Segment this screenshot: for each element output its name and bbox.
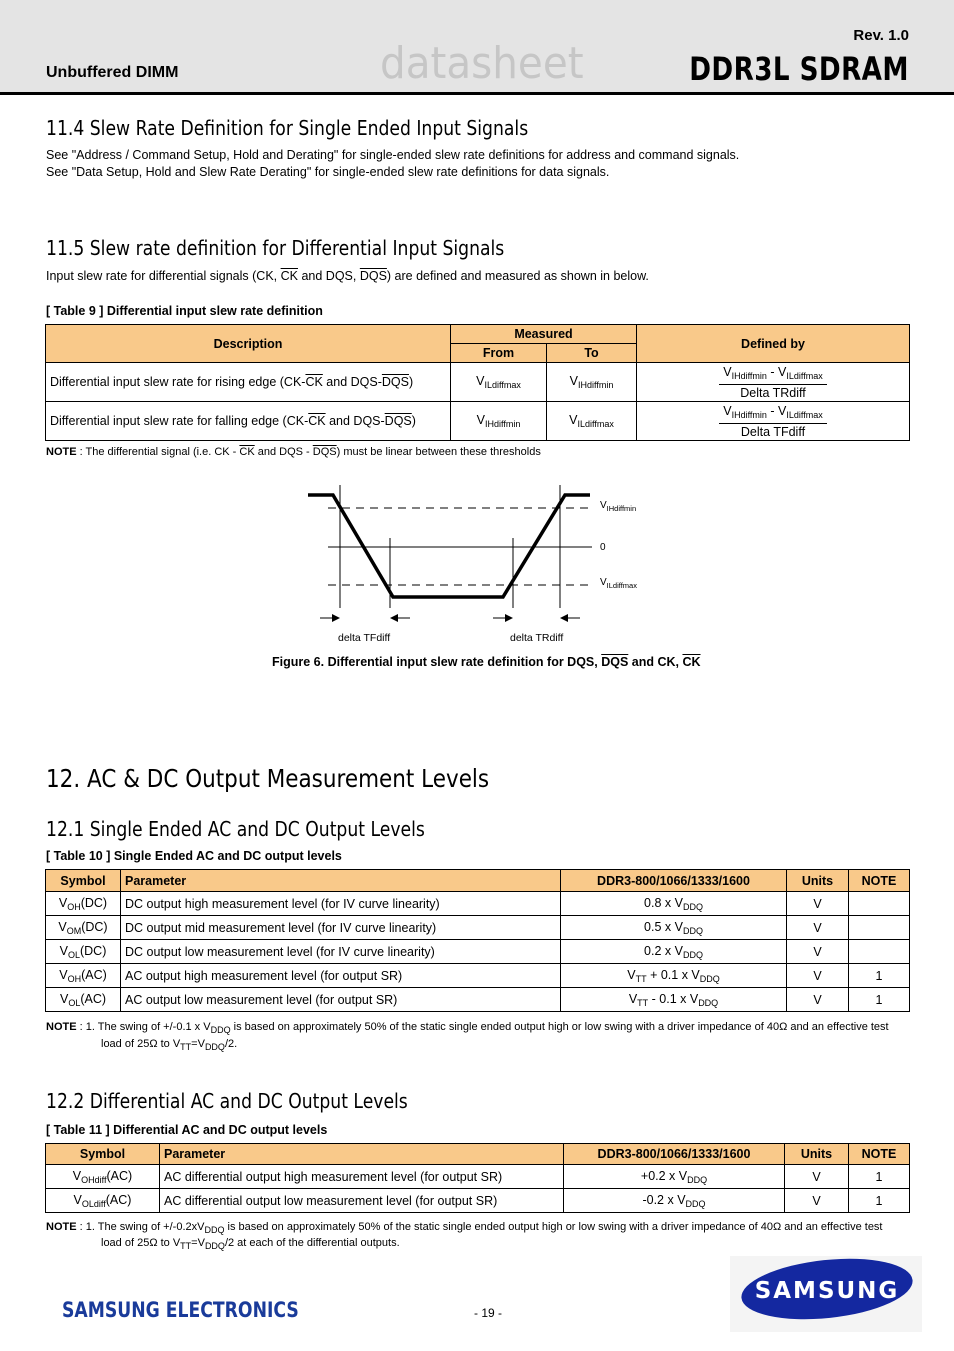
header-measured: Measured [451,325,637,344]
table-row [46,1189,910,1213]
page-header [0,0,954,92]
section-11-5-title: 11.5 Slew rate definition for Differential Input Signals [46,236,505,260]
table-11 [45,1143,910,1213]
cell-parameter: AC output low measurement level (for output SR) [121,988,561,1012]
section-11-5-intro: Input slew rate for differential signals (CK, $\overline{CK}$ and DQS, $\overline{DQS}$) are defined and measured as shown in below. [46,269,649,283]
section-11-4-line2: See "Data Setup, Hold and Slew Rate Derating" for single-ended slew rate definitions for data signals. [46,165,610,179]
section-12-2-title: 12.2 Differential AC and DC Output Levels [46,1089,408,1113]
datasheet-watermark: datasheet [380,38,584,89]
label-delta-trdiff: delta TRdiff [510,632,564,644]
header-parameter: Parameter [121,870,561,892]
header-symbol: Symbol [46,870,121,892]
cell-units: V [785,1189,849,1213]
cell-units: V [785,1165,849,1189]
cell-value: $V_{TT} + 0.1$ x $V_{DDQ}$ [561,964,787,988]
tr-arrowhead-left [505,614,513,622]
header-ddr3-speed: DDR3-800/1066/1333/1600 [561,870,787,892]
header-symbol: Symbol [46,1144,160,1165]
table-10 [45,869,910,1012]
cell-symbol: $V_{OL}(AC)$ [46,988,121,1012]
table-11-note-line1: NOTE : 1. The swing of $+/-0.2xV_{DDQ}$ is based on approximately 50% of the static single ended output high or low swing with a driver impedance of 40Ω and an effective test [46,1221,883,1235]
header-defined-by: Defined by [637,325,910,363]
header-to: To [547,344,637,363]
table-10-note-line2: load of 25Ω to $V_{TT}=V_{DDQ}/2$. [101,1038,238,1052]
row-from: $V_{IHdiffmin}$ [451,402,547,441]
cell-units: V [787,892,849,916]
row-defined-by: $\frac{V_{IHdiffmin} - V_{ILdiffmax}}{\text{Delta TFdiff}}$ [637,402,910,441]
cell-units: V [787,916,849,940]
header-parameter: Parameter [160,1144,564,1165]
row-description: Differential input slew rate for rising edge ($CK-\overline{CK}$ and DQS-$\overline{DQS}$) [46,363,451,402]
label-zero: 0 [600,542,606,553]
cell-units: V [787,964,849,988]
header-description: Description [46,325,451,363]
section-12-1-title: 12.1 Single Ended AC and DC Output Levels [46,817,425,841]
cell-value: 0.8 x $V_{DDQ}$ [561,892,787,916]
row-description: Differential input slew rate for falling edge ($CK-\overline{CK}$ and DQS-$\overline{DQS}$) [46,402,451,441]
cell-value: $V_{TT} - 0.1$ x $V_{DDQ}$ [561,988,787,1012]
cell-symbol: $V_{OL}(DC)$ [46,940,121,964]
tr-arrowhead-right [560,614,568,622]
cell-symbol: $V_{OLdiff}(AC)$ [46,1189,160,1213]
header-ddr3-speed: DDR3-800/1066/1333/1600 [564,1144,785,1165]
table-row [46,916,910,940]
row-defined-by: $\frac{V_{IHdiffmin} - V_{ILdiffmax}}{\text{Delta TRdiff}}$ [637,363,910,402]
section-12-title: 12. AC & DC Output Measurement Levels [46,764,490,793]
table-row [46,964,910,988]
cell-units: V [787,988,849,1012]
figure-6-caption: Figure 6. Differential input slew rate definition for DQS, $\overline{DQS}$ and CK, $\overline{CK}$ [272,655,701,669]
table-row [46,988,910,1012]
page-number: - 19 - [474,1306,503,1320]
header-units: Units [787,870,849,892]
label-vih: $V_{IHdiffmin}$ [600,500,637,513]
cell-value: -0.2 x $V_{DDQ}$ [564,1189,785,1213]
module-type-label: Unbuffered DIMM [46,64,179,81]
slew-rate-waveform-diagram [300,478,680,648]
revision-label: Rev. 1.0 [853,27,909,44]
differential-waveform [308,495,590,597]
header-note: NOTE [849,1144,910,1165]
table-row [46,892,910,916]
cell-parameter: AC differential output low measurement level (for output SR) [160,1189,564,1213]
table-row [46,940,910,964]
cell-value: 0.2 x $V_{DDQ}$ [561,940,787,964]
row-from: $V_{ILdiffmax}$ [451,363,547,402]
table-9-caption: [ Table 9 ] Differential input slew rate definition [46,304,323,318]
tf-arrowhead-left [332,614,340,622]
cell-note [849,916,910,940]
cell-value: +0.2 x $V_{DDQ}$ [564,1165,785,1189]
samsung-logo [734,1258,920,1324]
cell-symbol: $V_{OH}(AC)$ [46,964,121,988]
table-9-note: NOTE : The differential signal (i.e. CK - $\overline{CK}$ and DQS - $\overline{DQS}$) must be linear between these thresholds [46,446,541,458]
header-from: From [451,344,547,363]
table-11-caption: [ Table 11 ] Differential AC and DC output levels [46,1123,328,1137]
section-11-4-title: 11.4 Slew Rate Definition for Single Ended Input Signals [46,116,529,140]
cell-parameter: AC output high measurement level (for output SR) [121,964,561,988]
row-to: $V_{IHdiffmin}$ [547,363,637,402]
cell-symbol: $V_{OM}(DC)$ [46,916,121,940]
samsung-electronics-wordmark: SAMSUNG ELECTRONICS [62,1298,299,1322]
label-delta-tfdiff: delta TFdiff [338,632,391,644]
section-11-4-line1: See "Address / Command Setup, Hold and Derating" for single-ended slew rate definitions for address and command signals. [46,148,740,162]
cell-units: V [787,940,849,964]
header-note: NOTE [849,870,910,892]
cell-value: 0.5 x $V_{DDQ}$ [561,916,787,940]
samsung-logo-text: SAMSUNG [754,1278,900,1304]
cell-note: 1 [849,988,910,1012]
cell-symbol: $V_{OHdiff}(AC)$ [46,1165,160,1189]
table-9 [45,324,910,441]
cell-parameter: DC output mid measurement level (for IV curve linearity) [121,916,561,940]
cell-note: 1 [849,1165,910,1189]
table-10-caption: [ Table 10 ] Single Ended AC and DC output levels [46,849,342,863]
cell-parameter: DC output low measurement level (for IV curve linearity) [121,940,561,964]
cell-note: 1 [849,1189,910,1213]
header-units: Units [785,1144,849,1165]
product-title: DDR3L SDRAM [689,50,909,88]
cell-note [849,892,910,916]
header-divider [0,92,954,95]
tf-arrowhead-right [390,614,398,622]
table-10-note-line1: NOTE : 1. The swing of +/-0.1 x $V_{DDQ}$ is based on approximately 50% of the static single ended output high or low swing with a driver impedance of 40Ω and an effective test [46,1021,889,1035]
cell-note [849,940,910,964]
table-11-note-line2: load of 25Ω to $V_{TT}=V_{DDQ}/2$ at each of the differential outputs. [101,1237,400,1251]
cell-parameter: DC output high measurement level (for IV curve linearity) [121,892,561,916]
cell-parameter: AC differential output high measurement level (for output SR) [160,1165,564,1189]
cell-note: 1 [849,964,910,988]
table-row [46,1165,910,1189]
label-vil: $V_{ILdiffmax}$ [600,577,637,590]
table-row [46,402,910,441]
table-row [46,363,910,402]
cell-symbol: $V_{OH}(DC)$ [46,892,121,916]
row-to: $V_{ILdiffmax}$ [547,402,637,441]
